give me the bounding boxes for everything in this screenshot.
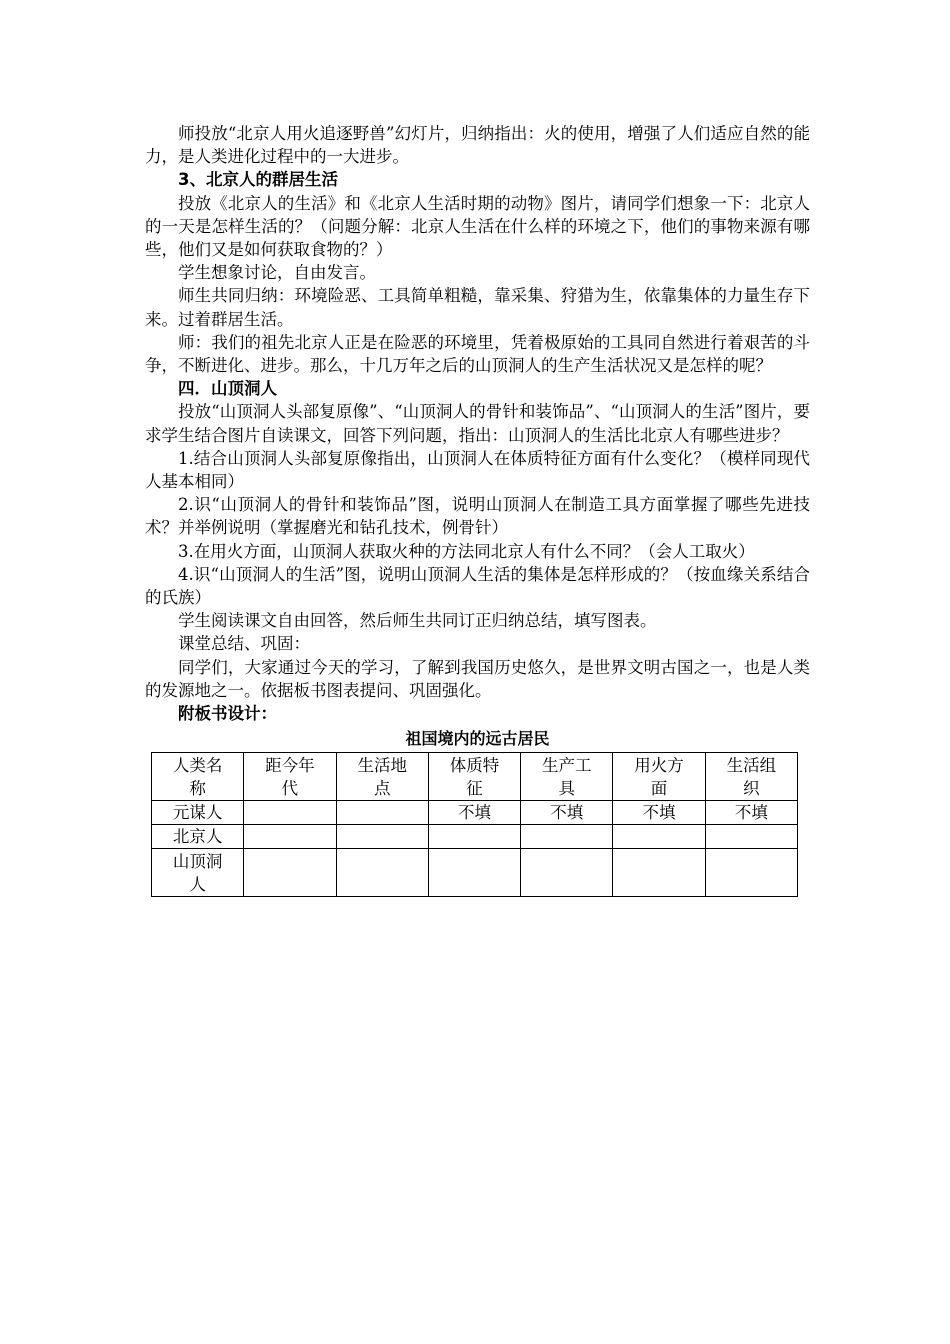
table-title: 祖国境内的远古居民 [405,729,550,749]
section-heading-upper-cave-man: 四．山顶洞人 [178,379,277,399]
header-name: 人类名称 [152,753,244,801]
paragraph-summary-environment: 师生共同归纳：环境险恶、工具简单粗糙，靠采集、狩猎为生，依靠集体的力量生存下来。过着群居生活。 [145,286,810,329]
table-cell [244,849,336,897]
header-physique: 体质特征 [428,753,520,801]
question-item-3: 3.在用火方面，山顶洞人获取火种的方法同北京人有什么不同？（会人工取火） [178,541,755,561]
paragraph-teacher-transition: 师：我们的祖先北京人正是在险恶的环境里，凭着极原始的工具同自然进行着艰苦的斗争，不断进化、进步。那么，十几万年之后的山顶洞人的生产生活状况又是怎样的呢？ [145,332,810,376]
table-cell [336,849,428,897]
table-cell: 不填 [428,801,520,825]
question-item-1: 1.结合山顶洞人头部复原像指出，山顶洞人在体质特征方面有什么变化？（模样同现代人基本相同） [145,448,810,492]
table-cell [244,801,336,825]
table-cell [428,849,520,897]
header-tools: 生产工具 [521,753,613,801]
table-cell [336,825,428,849]
header-organization: 生活组织 [705,753,797,801]
paragraph-class-summary: 同学们，大家通过今天的学习，了解到我国历史悠久，是世界文明古国之一，也是人类的发源地之一。依据板书图表提问、巩固强化。 [145,657,810,700]
ancient-residents-table [151,752,798,897]
table-cell: 不填 [613,801,705,825]
table-header-row [152,753,798,801]
paragraph-student-discussion: 学生想象讨论，自由发言。 [178,263,376,283]
table-cell [705,825,797,849]
table-cell: 不填 [521,801,613,825]
table-cell: 山顶洞人 [152,849,244,897]
paragraph-fire-summary: 师投放“北京人用火追逐野兽”幻灯片，归纳指出：火的使用，增强了人们适应自然的能力，是人类进化过程中的一大进步。 [145,124,810,167]
table-cell [244,825,336,849]
table-cell: 不填 [705,801,797,825]
table-cell [613,849,705,897]
table-cell [705,849,797,897]
header-location: 生活地点 [336,753,428,801]
header-fire: 用火方面 [613,753,705,801]
table-cell [613,825,705,849]
table-row [152,849,798,897]
paragraph-student-answer: 学生阅读课文自由回答，然后师生共同订正归纳总结，填写图表。 [178,611,657,631]
table-cell [428,825,520,849]
paragraph-upper-cave-pictures: 投放“山顶洞人头部复原像”、“山顶洞人的骨针和装饰品”、“山顶洞人的生活”图片，要求学生结合图片自读课文，回答下列问题，指出：山顶洞人的生活比北京人有哪些进步？ [145,402,810,445]
table-cell [336,801,428,825]
table-cell [521,849,613,897]
paragraph-beijing-pictures: 投放《北京人的生活》和《北京人生活时期的动物》图片，请同学们想象一下：北京人的一天是怎样生活的？（问题分解：北京人生活在什么样的环境之下，他们的事物来源有哪些，他们又是如何获取食物的？） [145,193,810,260]
lesson-content [145,122,810,897]
table-cell: 北京人 [152,825,244,849]
table-row [152,801,798,825]
table-cell: 元谋人 [152,801,244,825]
question-item-2: 2.识“山顶洞人的骨针和装饰品”图，说明山顶洞人在制造工具方面掌握了哪些先进技术？并举例说明（掌握磨光和钻孔技术，例骨针） [145,495,810,538]
paragraph-class-summary-label: 课堂总结、巩固： [178,634,310,654]
board-design-heading: 附板书设计： [178,704,277,724]
table-cell [521,825,613,849]
header-era: 距今年代 [244,753,336,801]
table-row [152,825,798,849]
question-item-4: 4.识“山顶洞人的生活”图，说明山顶洞人生活的集体是怎样形成的？（按血缘关系结合的氏族） [145,564,810,608]
section-heading-beijing-group-life: 3、北京人的群居生活 [178,170,338,190]
